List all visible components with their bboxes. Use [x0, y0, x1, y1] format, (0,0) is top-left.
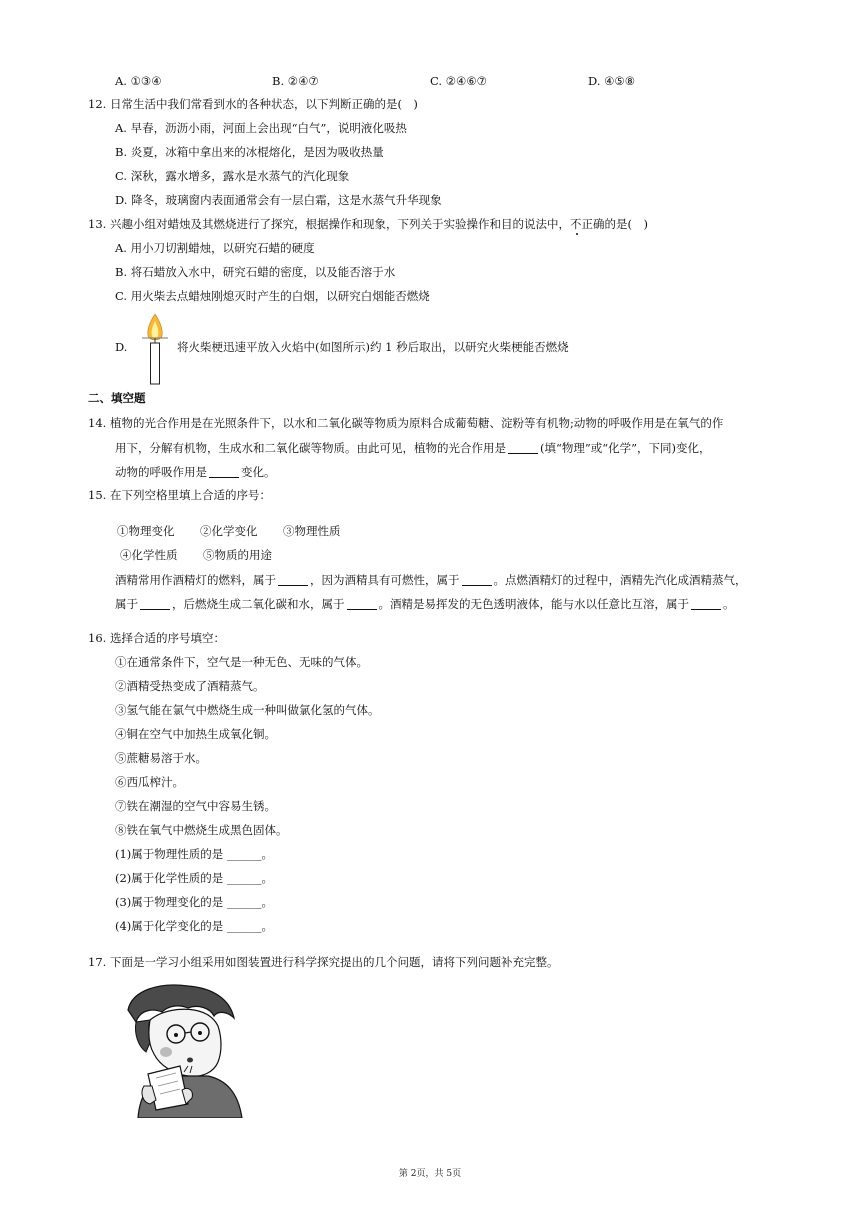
q15-blank-4[interactable]	[347, 598, 377, 610]
q15-line-2	[115, 598, 735, 611]
q15-blank-1[interactable]	[278, 574, 308, 586]
q12-option-c: C. 深秋，露水增多，露水是水蒸气的汽化现象	[115, 169, 350, 183]
q14-blank-2[interactable]	[209, 466, 239, 478]
candle-flame-figure	[140, 313, 170, 385]
q15-blank-3[interactable]	[140, 598, 170, 610]
q15-stem: 15. 在下列空格里填上合适的序号：	[88, 488, 271, 502]
q16-sub-1: (1)属于物理性质的是 ______。	[115, 847, 273, 861]
q11-option-a: A. ①③④	[115, 74, 162, 88]
q16-sub-2: (2)属于化学性质的是 ______。	[115, 871, 273, 885]
q11-option-d: D. ④⑤⑧	[588, 74, 636, 88]
q13-stem-post: 正确的是( )	[581, 217, 648, 231]
q14-blank-1[interactable]	[508, 442, 538, 454]
q16-item: ④铜在空气中加热生成氧化铜。	[115, 727, 276, 741]
q16-item: ③氢气能在氯气中燃烧生成一种叫做氯化氢的气体。	[115, 703, 380, 717]
q16-sub-3: (3)属于物理变化的是 ______。	[115, 895, 273, 909]
q14-line-3	[115, 466, 276, 479]
q16-sub-4: (4)属于化学变化的是 ______。	[115, 919, 273, 933]
q14-line-2b: (填“物理”或“化学”，下同)变化，	[540, 441, 711, 455]
q15-choices-row-1	[0, 526, 860, 540]
q14-line-3a: 动物的呼吸作用是	[115, 465, 207, 479]
page-footer: 第 2页，共 5页	[398, 1169, 462, 1179]
q15-choices-row-2	[0, 550, 860, 564]
q12-stem: 12. 日常生活中我们常看到水的各种状态，以下判断正确的是( )	[88, 97, 418, 111]
q13-stem-not: 不	[569, 217, 582, 231]
q13-stem	[88, 219, 648, 231]
student-blowing-paper-figure	[118, 982, 254, 1118]
q14-line-2	[115, 442, 711, 455]
q16-stem: 16. 选择合适的序号填空：	[88, 631, 225, 645]
q11-option-c: C. ②④⑥⑦	[430, 74, 487, 88]
q13-option-a: A. 用小刀切割蜡烛，以研究石蜡的硬度	[115, 241, 315, 255]
q16-item: ⑧铁在氧气中燃烧生成黑色固体。	[115, 823, 288, 837]
q15-choice-4: ④化学性质	[120, 548, 178, 562]
q17-stem: 17. 下面是一学习小组采用如图装置进行科学探究提出的几个问题，请将下列问题补充完整。	[88, 955, 559, 969]
q16-item: ⑤蔗糖易溶于水。	[115, 751, 207, 765]
q12-option-d: D. 降冬，玻璃窗内表面通常会有一层白霜，这是水蒸气升华现象	[115, 193, 442, 207]
q14-line-2a: 用下，分解有机物，生成水和二氧化碳等物质。由此可见，植物的光合作用是	[115, 441, 506, 455]
q11-options	[0, 76, 860, 90]
q15-blank-5[interactable]	[691, 598, 721, 610]
q15-choice-1: ①物理变化	[117, 524, 175, 538]
q13-option-d-text: 将火柴梗迅速平放入火焰中(如图所示)约 1 秒后取出，以研究火柴梗能否燃烧	[177, 340, 569, 354]
q13-stem-pre: 13. 兴趣小组对蜡烛及其燃烧进行了探究，根据操作和现象，下列关于实验操作和目的说法中，	[88, 217, 570, 231]
q12-option-b: B. 炎夏，冰箱中拿出来的冰棍熔化，是因为吸收热量	[115, 145, 384, 159]
q15-line-2c: 。酒精是易挥发的无色透明液体，能与水以任意比互溶，属于	[378, 597, 689, 611]
q13-option-c: C. 用火柴去点蜡烛刚熄灭时产生的白烟，以研究白烟能否燃烧	[115, 289, 430, 303]
q16-item: ②酒精受热变成了酒精蒸气。	[115, 679, 265, 693]
q12-option-a: A. 早春，沥沥小雨，河面上会出现“白气”，说明液化吸热	[115, 121, 407, 135]
q15-line-2d: 。	[723, 597, 735, 611]
q15-blank-2[interactable]	[462, 574, 492, 586]
q14-line-3b: 变化。	[241, 465, 276, 479]
q15-choice-2: ②化学变化	[200, 524, 258, 538]
q15-line-1b: ，因为酒精具有可燃性，属于	[310, 573, 460, 587]
q15-line-2a: 属于	[115, 597, 138, 611]
q14-line-1: 14. 植物的光合作用是在光照条件下，以水和二氧化碳等物质为原料合成葡萄糖、淀粉等有机物;动物的呼吸作用是在氧气的作	[88, 416, 724, 430]
q13-option-d-label: D.	[115, 340, 128, 354]
q15-line-2b: ，后燃烧生成二氧化碳和水，属于	[172, 597, 345, 611]
q11-option-b: B. ②④⑦	[272, 74, 319, 88]
q16-item: ⑥西瓜榨汁。	[115, 775, 184, 789]
q16-item: ⑦铁在潮湿的空气中容易生锈。	[115, 799, 276, 813]
q15-line-1a: 酒精常用作酒精灯的燃料，属于	[115, 573, 276, 587]
section-title: 二、填空题	[88, 391, 146, 405]
q15-line-1	[115, 574, 747, 587]
q15-line-1c: 。点燃酒精灯的过程中，酒精先汽化成酒精蒸气，	[493, 573, 747, 587]
q15-choice-3: ③物理性质	[283, 524, 341, 538]
q13-option-b: B. 将石蜡放入水中，研究石蜡的密度，以及能否溶于水	[115, 265, 396, 279]
q15-choice-5: ⑤物质的用途	[203, 548, 272, 562]
q16-item: ①在通常条件下，空气是一种无色、无味的气体。	[115, 655, 368, 669]
